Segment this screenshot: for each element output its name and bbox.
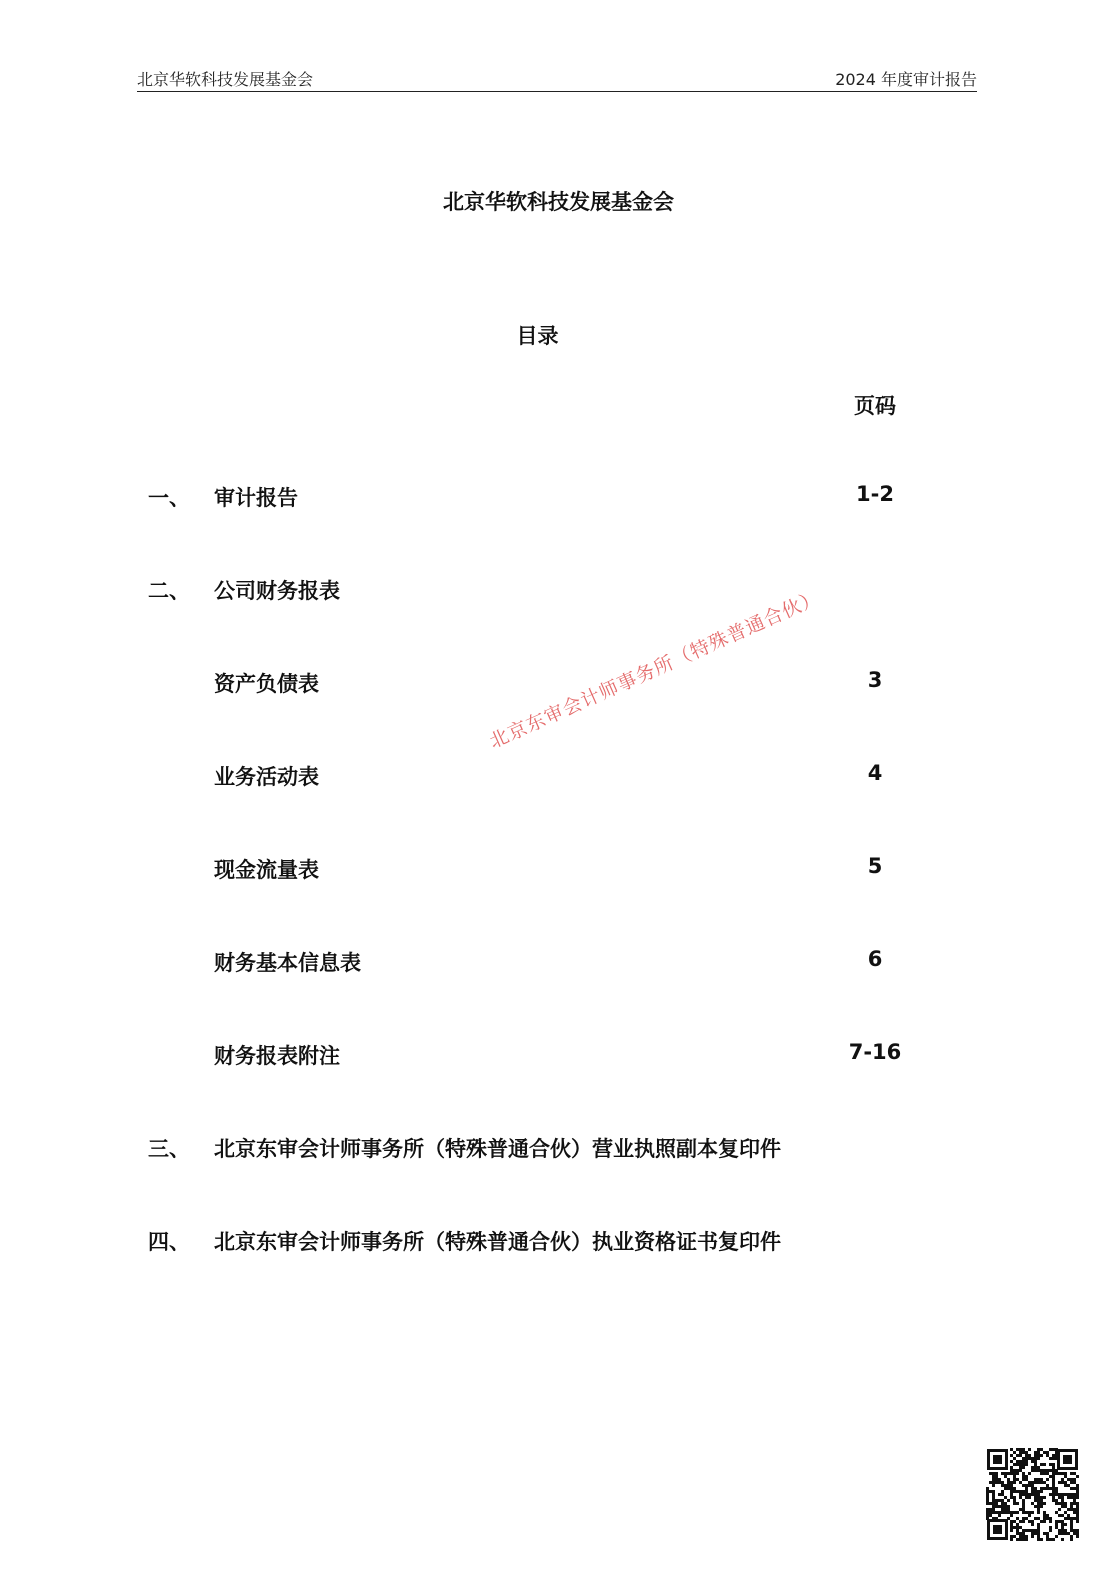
toc-label: 业务活动表 — [214, 765, 319, 789]
toc-page: 3 — [867, 668, 883, 692]
toc-row — [0, 1133, 1117, 1163]
toc-label: 资产负债表 — [214, 672, 319, 696]
toc-row — [0, 668, 1117, 698]
qr-code-icon — [985, 1447, 1080, 1542]
document-title: 北京华软科技发展基金会 — [443, 190, 674, 214]
header-organization: 北京华软科技发展基金会 — [137, 70, 314, 89]
toc-number: 三、 — [148, 1137, 190, 1161]
toc-row — [0, 482, 1117, 512]
page-header — [137, 64, 977, 92]
toc-page: 6 — [867, 947, 883, 971]
toc-label: 北京东审会计师事务所（特殊普通合伙）营业执照副本复印件 — [214, 1137, 781, 1161]
toc-label: 现金流量表 — [214, 858, 319, 882]
toc-label: 审计报告 — [214, 486, 298, 510]
toc-page: 5 — [867, 854, 883, 878]
toc-label: 财务报表附注 — [214, 1044, 340, 1068]
toc-number: 一、 — [148, 486, 190, 510]
auditor-stamp: 北京东审会计师事务所（特殊普通合伙） — [486, 586, 824, 753]
toc-row — [0, 1226, 1117, 1256]
toc-page: 7-16 — [848, 1040, 902, 1064]
toc-title: 目录 — [516, 324, 559, 348]
toc-number: 四、 — [148, 1230, 190, 1254]
header-report-year: 2024 年度审计报告 — [835, 70, 977, 89]
toc-label: 北京东审会计师事务所（特殊普通合伙）执业资格证书复印件 — [214, 1230, 781, 1254]
toc-row — [0, 761, 1117, 791]
toc-row — [0, 947, 1117, 977]
toc-number: 二、 — [148, 579, 190, 603]
toc-label: 财务基本信息表 — [214, 951, 361, 975]
page-column-header: 页码 — [854, 394, 896, 418]
toc-row — [0, 575, 1117, 605]
toc-page: 1-2 — [856, 482, 894, 506]
toc-row — [0, 854, 1117, 884]
toc-row — [0, 1040, 1117, 1070]
toc-label: 公司财务报表 — [214, 579, 340, 603]
toc-page: 4 — [867, 761, 883, 785]
